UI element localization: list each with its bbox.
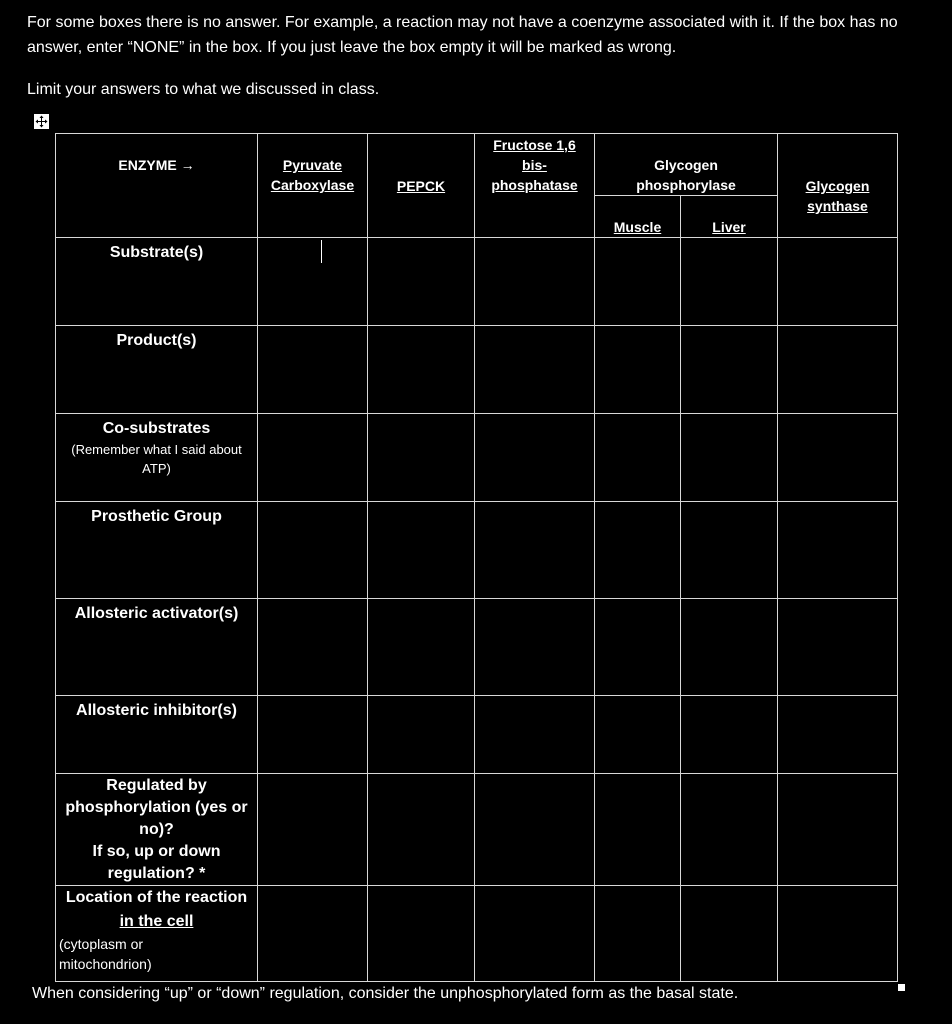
table-row-activators (56, 599, 898, 696)
limit-text: Limit your answers to what we discussed in class. (27, 81, 380, 98)
header-glycogen-phosphorylase (595, 134, 778, 196)
answer-cell[interactable] (681, 774, 778, 886)
header-line: Glycogen (805, 178, 870, 194)
table-row-location (56, 886, 898, 982)
row-label-line: If so, up or down (92, 843, 221, 860)
answer-cell[interactable] (778, 886, 898, 982)
enzyme-arrow-label: ENZYME → (118, 157, 195, 173)
table-row-inhibitors (56, 696, 898, 774)
header-line: Pyruvate (282, 157, 343, 173)
answer-cell[interactable] (258, 502, 368, 599)
answer-cell[interactable] (595, 774, 681, 886)
text-cursor (321, 240, 322, 263)
instructions-text: For some boxes there is no answer. For example, a reaction may not have a coenzyme associated with it. If the box has no answer, enter “NONE” in the box. If you just leave the box empty it will be marked as wrong. (27, 14, 898, 56)
answer-cell[interactable] (681, 414, 778, 502)
header-pepck (368, 134, 475, 238)
answer-cell[interactable] (595, 414, 681, 502)
row-label-line: regulation? * (107, 865, 206, 882)
row-label-phosphorylation (56, 774, 258, 886)
answer-cell[interactable] (778, 774, 898, 886)
answer-cell[interactable] (681, 599, 778, 696)
header-muscle (595, 196, 681, 238)
answer-cell[interactable] (595, 696, 681, 774)
answer-cell[interactable] (258, 886, 368, 982)
answer-cell[interactable] (368, 502, 475, 599)
enzyme-table (55, 133, 898, 982)
answer-cell[interactable] (681, 238, 778, 326)
row-label-note: ATP) (142, 461, 171, 476)
table-row-prosthetic (56, 502, 898, 599)
answer-cell[interactable] (778, 502, 898, 599)
answer-cell[interactable] (475, 238, 595, 326)
answer-cell[interactable] (475, 599, 595, 696)
answer-cell[interactable] (368, 599, 475, 696)
answer-cell[interactable] (681, 502, 778, 599)
header-line: Muscle (613, 219, 662, 235)
footer-note: When considering “up” or “down” regulation, consider the unphosphorylated form as the basal state. (32, 985, 739, 1002)
row-label-note: (Remember what I said about (71, 442, 242, 457)
answer-cell[interactable] (595, 599, 681, 696)
row-label-cosubstrates (56, 414, 258, 502)
row-label-line: Regulated by (106, 777, 207, 794)
header-line: Carboxylase (270, 177, 355, 193)
table-row-substrates (56, 238, 898, 326)
row-label-products: Product(s) (56, 326, 258, 414)
answer-cell[interactable] (258, 774, 368, 886)
answer-cell[interactable] (778, 326, 898, 414)
row-label-text: Co-substrates (102, 420, 211, 437)
answer-cell[interactable] (368, 774, 475, 886)
answer-cell[interactable] (681, 326, 778, 414)
answer-cell[interactable] (368, 238, 475, 326)
row-label-line: no)? (139, 821, 174, 838)
table-move-handle-icon[interactable] (34, 114, 49, 129)
move-arrows-icon (35, 115, 48, 128)
answer-cell[interactable] (475, 326, 595, 414)
answer-cell[interactable] (368, 886, 475, 982)
answer-cell[interactable] (681, 696, 778, 774)
answer-cell[interactable] (778, 696, 898, 774)
row-label-substrates: Substrate(s) (56, 238, 258, 326)
header-glycogen-synthase (778, 134, 898, 238)
header-line: Fructose 1,6 (493, 137, 576, 153)
header-line: bis- (522, 157, 547, 173)
row-label-line: Location of the reaction (65, 889, 248, 906)
row-label-line: phosphorylation (yes or (65, 799, 248, 816)
header-line: phosphorylase (636, 177, 736, 193)
row-label-note: (cytoplasm or (59, 936, 144, 952)
answer-cell[interactable] (778, 238, 898, 326)
answer-cell[interactable] (778, 599, 898, 696)
corner-header (56, 134, 258, 238)
header-fructose-bisphosphatase (475, 134, 595, 238)
table-row-products (56, 326, 898, 414)
answer-cell[interactable] (258, 599, 368, 696)
answer-cell[interactable] (681, 886, 778, 982)
answer-cell[interactable] (368, 326, 475, 414)
row-label-prosthetic: Prosthetic Group (56, 502, 258, 599)
answer-cell[interactable] (475, 774, 595, 886)
answer-cell[interactable] (258, 326, 368, 414)
table-row-phosphorylation (56, 774, 898, 886)
answer-cell[interactable] (595, 502, 681, 599)
answer-cell[interactable] (258, 696, 368, 774)
row-label-line: in the cell (119, 913, 194, 930)
header-line: PEPCK (396, 178, 446, 194)
header-line: Glycogen (654, 157, 718, 173)
answer-cell[interactable] (368, 414, 475, 502)
row-label-note: mitochondrion) (59, 956, 152, 972)
row-label-inhibitors: Allosteric inhibitor(s) (56, 696, 258, 774)
header-line: synthase (807, 198, 868, 214)
answer-cell[interactable] (595, 886, 681, 982)
row-label-location (56, 886, 258, 982)
answer-cell[interactable] (475, 414, 595, 502)
header-liver (681, 196, 778, 238)
answer-cell[interactable] (475, 502, 595, 599)
end-of-cell-mark (898, 984, 905, 991)
header-line: Liver (712, 219, 746, 235)
header-pyruvate-carboxylase (258, 134, 368, 238)
answer-cell[interactable] (475, 696, 595, 774)
answer-cell[interactable] (475, 886, 595, 982)
table-row-cosubstrates (56, 414, 898, 502)
answer-cell[interactable] (258, 414, 368, 502)
answer-cell[interactable] (368, 696, 475, 774)
answer-cell[interactable] (595, 326, 681, 414)
row-label-activators: Allosteric activator(s) (56, 599, 258, 696)
answer-cell[interactable] (778, 414, 898, 502)
answer-cell[interactable] (595, 238, 681, 326)
answer-cell[interactable] (258, 238, 368, 326)
header-line: phosphatase (491, 177, 578, 193)
